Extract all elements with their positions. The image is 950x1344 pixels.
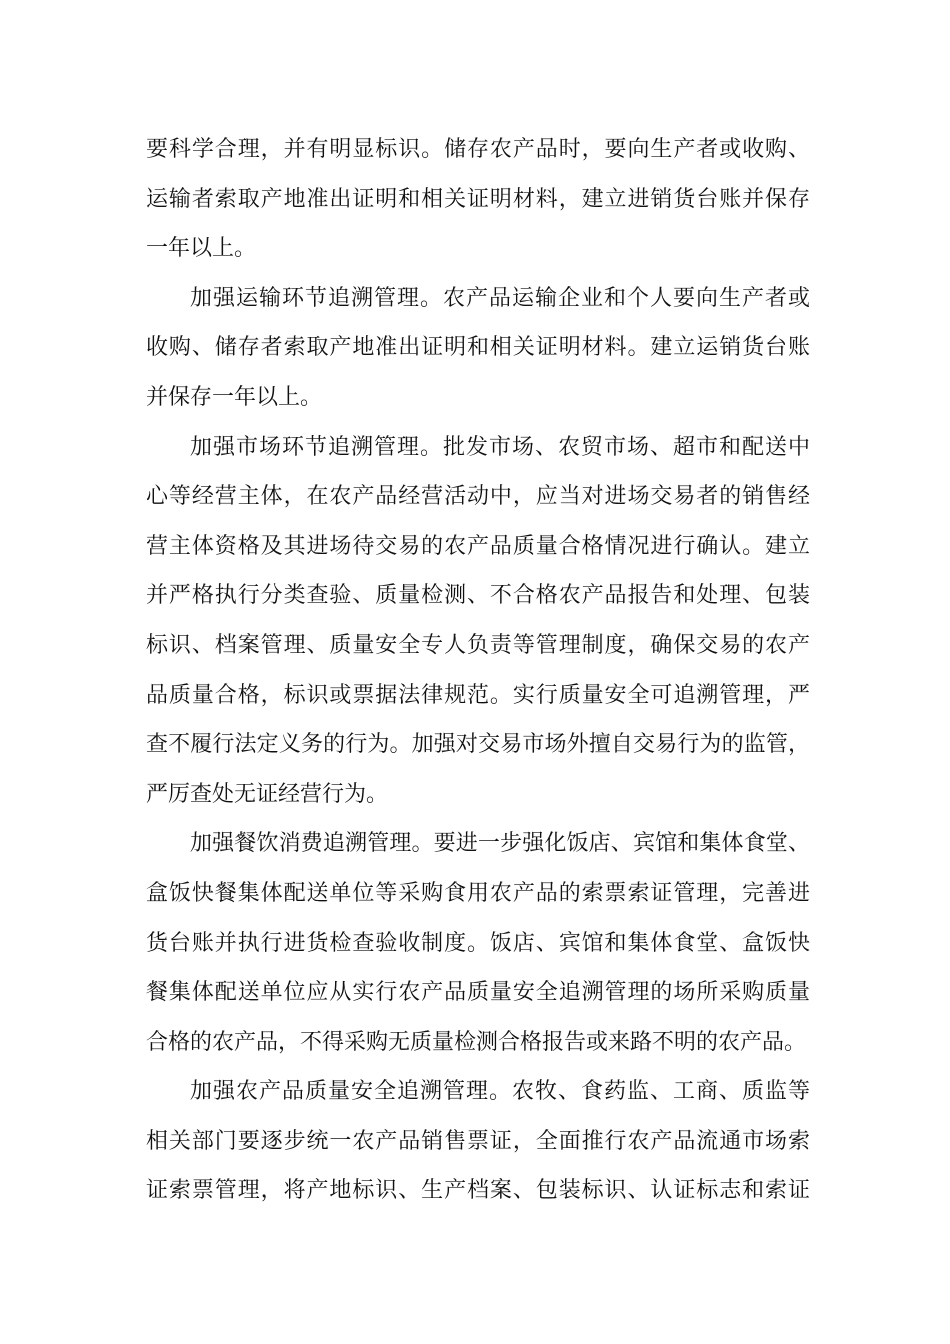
paragraph (146, 423, 810, 820)
text-line: 证索票管理，将产地标识、生产档案、包装标识、认证标志和索证 (146, 1178, 810, 1204)
text-line: 标识、档案管理、质量安全专人负责等管理制度，确保交易的农产 (146, 632, 810, 658)
text-line: 加强餐饮消费追溯管理。要进一步强化饭店、宾馆和集体食堂、 (190, 831, 810, 857)
text-line: 加强市场环节追溯管理。批发市场、农贸市场、超市和配送中 (190, 434, 810, 460)
text-line: 餐集体配送单位应从实行农产品质量安全追溯管理的场所采购质量 (146, 980, 810, 1006)
text-line: 严厉查处无证经营行为。 (146, 781, 389, 807)
text-line: 心等经营主体，在农产品经营活动中，应当对进场交易者的销售经 (146, 484, 810, 510)
text-line: 一年以上。 (146, 236, 257, 262)
paragraph (146, 819, 810, 1067)
text-line: 要科学合理，并有明显标识。储存农产品时，要向生产者或收购、 (146, 137, 810, 162)
paragraph (146, 125, 810, 274)
paragraph (146, 1067, 810, 1216)
text-line: 运输者索取产地准出证明和相关证明材料，建立进销货台账并保存 (146, 186, 810, 212)
text-line: 品质量合格，标识或票据法律规范。实行质量安全可追溯管理，严 (146, 682, 810, 708)
text-line: 查不履行法定义务的行为。加强对交易市场外擅自交易行为的监管， (146, 732, 810, 758)
paragraph (146, 274, 810, 423)
text-line: 并保存一年以上。 (146, 384, 323, 410)
text-line: 合格的农产品，不得采购无质量检测合格报告或来路不明的农产品。 (146, 1029, 807, 1055)
text-line: 加强农产品质量安全追溯管理。农牧、食药监、工商、质监等 (190, 1079, 810, 1105)
text-line: 营主体资格及其进场待交易的农产品质量合格情况进行确认。建立 (146, 533, 810, 559)
text-line: 相关部门要逐步统一农产品销售票证，全面推行农产品流通市场索 (146, 1128, 810, 1154)
document-body (146, 125, 810, 1216)
text-line: 并严格执行分类查验、质量检测、不合格农产品报告和处理、包装 (146, 583, 810, 609)
text-line: 加强运输环节追溯管理。农产品运输企业和个人要向生产者或 (190, 285, 810, 311)
text-line: 盒饭快餐集体配送单位等采购食用农产品的索票索证管理，完善进 (146, 880, 810, 906)
text-line: 收购、储存者索取产地准出证明和相关证明材料。建立运销货台账 (146, 335, 810, 361)
text-line: 货台账并执行进货检查验收制度。饭店、宾馆和集体食堂、盒饭快 (146, 930, 810, 956)
